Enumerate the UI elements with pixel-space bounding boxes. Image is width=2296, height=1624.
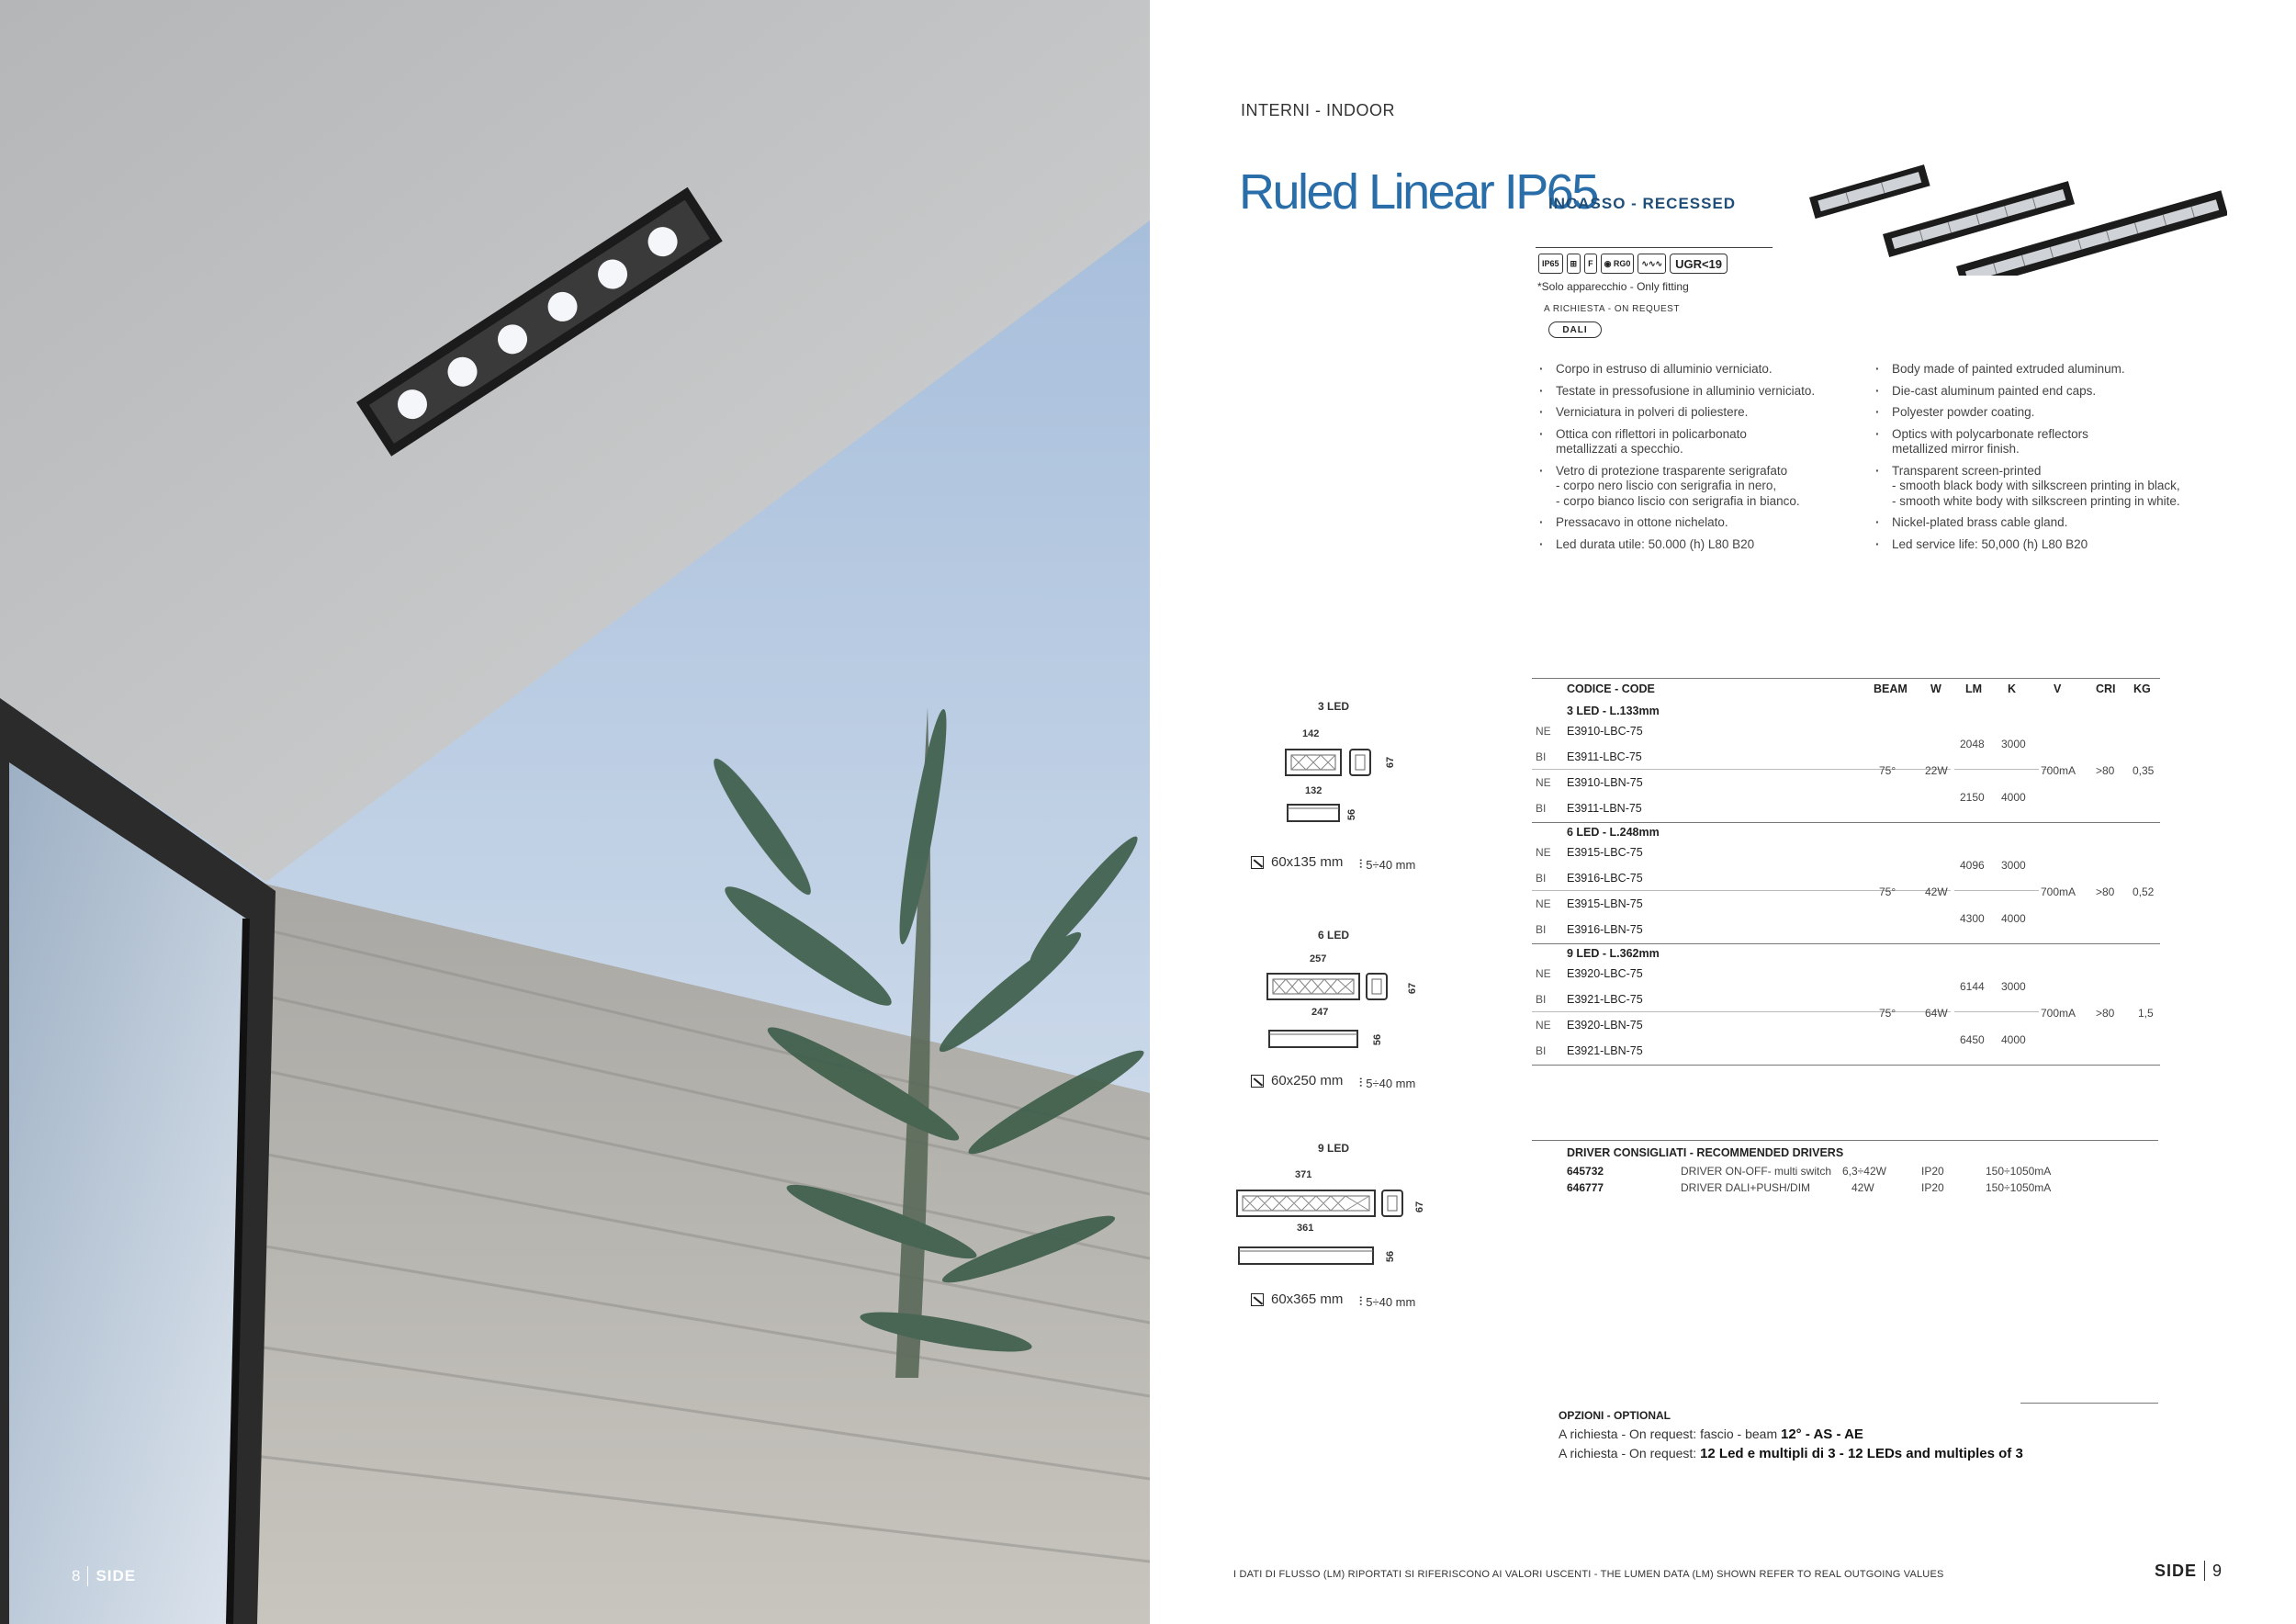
lumen-value: 2048 <box>1960 738 1985 750</box>
footer-divider <box>2204 1561 2205 1581</box>
group-title: 9 LED - L.362mm <box>1567 947 1660 960</box>
product-code: E3911-LBC-75 <box>1567 750 1642 763</box>
product-code: E3910-LBC-75 <box>1567 725 1643 738</box>
col-k: K <box>2008 682 2017 695</box>
weight-value: 0,52 <box>2133 885 2155 898</box>
drawing-3led <box>1284 746 1397 829</box>
driver-code: 646777 <box>1567 1181 1604 1194</box>
col-beam: BEAM <box>1874 682 1908 695</box>
dim-depth: 56 <box>1372 1033 1384 1046</box>
dim-height: 67 <box>1407 982 1419 995</box>
product-code: E3915-LBN-75 <box>1567 897 1643 910</box>
lumen-value: 4096 <box>1960 859 1985 872</box>
dim-depth: 56 <box>1385 1250 1397 1263</box>
product-code: E3921-LBC-75 <box>1567 993 1643 1006</box>
feature-en: · Transparent screen-printed - smooth black body with silkscreen printing in black, - smooth white body with silkscreen printing in white. <box>1872 464 2230 510</box>
driver-power: 6,3÷42W <box>1842 1165 1886 1178</box>
footer-divider <box>87 1566 88 1586</box>
option-beam-prefix: A richiesta - On request: fascio - beam <box>1559 1427 1778 1441</box>
options-rule <box>2020 1403 2158 1404</box>
option-led-prefix: A richiesta - On request: <box>1559 1446 1697 1460</box>
driver-power: 42W <box>1851 1181 1874 1194</box>
dim-inner-length: 361 <box>1297 1223 1314 1234</box>
features-english <box>1872 362 2230 558</box>
col-kg: KG <box>2133 682 2151 695</box>
kelvin-value: 4000 <box>2001 791 2026 804</box>
product-title: Ruled Linear IP65 <box>1239 164 1597 220</box>
drawing-6led <box>1266 970 1412 1053</box>
feature-en: · Led service life: 50,000 (h) L80 B20 <box>1872 537 2230 553</box>
finish-tag: NE <box>1536 776 1551 789</box>
table-top-rule <box>1532 678 2160 679</box>
left-page-number: 8 <box>72 1567 81 1585</box>
driver-description: DRIVER ON-OFF- multi switch <box>1681 1165 1832 1178</box>
cut-out-size <box>1251 1073 1343 1088</box>
left-page-footer <box>72 1566 136 1586</box>
watt-value: 42W <box>1925 885 1948 898</box>
driver-code: 645732 <box>1567 1165 1604 1178</box>
driver-ip: IP20 <box>1921 1181 1944 1194</box>
cut-out-value: 60x135 mm <box>1271 854 1344 870</box>
col-v: V <box>2054 682 2062 695</box>
cutout-icon <box>1251 856 1264 869</box>
col-code: CODICE - CODE <box>1567 682 1655 695</box>
col-w: W <box>1930 682 1941 695</box>
ceiling-thickness-icon: ⫶ <box>1359 1076 1363 1089</box>
beam-value: 75° <box>1879 1007 1896 1020</box>
product-code: E3921-LBN-75 <box>1567 1044 1643 1057</box>
feature-it: · Testate in pressofusione in alluminio verniciato. <box>1536 384 1857 400</box>
dim-depth: 56 <box>1346 808 1358 821</box>
left-brand: SIDE <box>96 1567 137 1585</box>
options-title: OPZIONI - OPTIONAL <box>1559 1409 1671 1422</box>
cut-out-size <box>1251 854 1343 870</box>
feature-en: · Die-cast aluminum painted end caps. <box>1872 384 2230 400</box>
f-mark-icon: F <box>1584 254 1597 274</box>
group-rule <box>1532 1065 2160 1066</box>
kelvin-value: 3000 <box>2001 738 2026 750</box>
drawing-title-3led: 3 LED <box>1317 700 1349 713</box>
row-rule <box>1954 1011 2039 1012</box>
finish-tag: NE <box>1536 725 1551 738</box>
product-code: E3916-LBN-75 <box>1567 923 1643 936</box>
cutout-icon <box>1251 1075 1264 1088</box>
kelvin-value: 3000 <box>2001 859 2026 872</box>
product-code: E3915-LBC-75 <box>1567 846 1643 859</box>
rg0-eye-icon: ◉ RG0 <box>1601 254 1635 274</box>
finish-tag: BI <box>1536 802 1547 815</box>
finish-tag: BI <box>1536 993 1547 1006</box>
voltage-value: 700mA <box>2041 1007 2077 1020</box>
ceiling-thickness-value: 5÷40 mm <box>1366 1294 1416 1309</box>
group-title: 6 LED - L.248mm <box>1567 826 1660 839</box>
driver-description: DRIVER DALI+PUSH/DIM <box>1681 1181 1811 1194</box>
right-brand: SIDE <box>2155 1561 2198 1580</box>
finish-tag: NE <box>1536 1019 1551 1032</box>
feature-it: · Corpo in estruso di alluminio verniciato. <box>1536 362 1857 378</box>
group-rule <box>1532 822 2160 823</box>
weight-value: 1,5 <box>2138 1007 2154 1020</box>
col-cri: CRI <box>2096 682 2116 695</box>
feature-it: · Led durata utile: 50.000 (h) L80 B20 <box>1536 537 1857 553</box>
watt-value: 64W <box>1925 1007 1948 1020</box>
col-lm: LM <box>1965 682 1983 695</box>
beam-value: 75° <box>1879 764 1896 777</box>
drawing-9led <box>1235 1187 1437 1269</box>
dim-outer-length: 371 <box>1295 1169 1312 1180</box>
ceiling-thickness <box>1359 1294 1415 1309</box>
finish-tag: NE <box>1536 846 1551 859</box>
product-subtitle: INCASSO - RECESSED <box>1548 195 1737 212</box>
cri-value: >80 <box>2096 1007 2115 1020</box>
lumen-value: 6144 <box>1960 980 1985 993</box>
lumen-value: 6450 <box>1960 1033 1985 1046</box>
ceiling-thickness <box>1359 1076 1415 1090</box>
product-illustration <box>1805 147 2227 276</box>
driver-current: 150÷1050mA <box>1986 1181 2052 1194</box>
dim-outer-length: 257 <box>1310 953 1327 964</box>
cutout-icon <box>1251 1293 1264 1306</box>
cut-out-value: 60x250 mm <box>1271 1073 1344 1088</box>
weight-value: 0,35 <box>2133 764 2155 777</box>
wave-icon: ∿∿∿ <box>1638 254 1666 274</box>
drawing-title-6led: 6 LED <box>1317 929 1349 942</box>
product-code: E3920-LBC-75 <box>1567 967 1643 980</box>
finish-tag: NE <box>1536 967 1551 980</box>
cut-out-value: 60x365 mm <box>1271 1291 1344 1307</box>
fitting-note: *Solo apparecchio - Only fitting <box>1537 280 1689 293</box>
feature-it: · Vetro di protezione trasparente serigrafato - corpo nero liscio con serigrafia in nero, - corpo bianco liscio con serigrafia in bianco. <box>1536 464 1857 510</box>
product-code: E3911-LBN-75 <box>1567 802 1642 815</box>
ceiling-thickness-icon: ⫶ <box>1359 1294 1363 1308</box>
finish-tag: BI <box>1536 923 1547 936</box>
option-led-value: 12 Led e multipli di 3 - 12 LEDs and multiples of 3 <box>1700 1446 2023 1461</box>
ceiling-thickness-icon: ⫶ <box>1359 857 1363 871</box>
row-rule <box>1954 890 2039 891</box>
dim-outer-length: 142 <box>1302 728 1320 739</box>
lumen-value: 4300 <box>1960 912 1985 925</box>
option-beam <box>1559 1427 1863 1442</box>
product-code: E3910-LBN-75 <box>1567 776 1643 789</box>
request-note: A RICHIESTA - ON REQUEST <box>1544 304 1680 314</box>
ceiling-thickness <box>1359 857 1415 872</box>
beam-value: 75° <box>1879 885 1896 898</box>
section-label: INTERNI - INDOOR <box>1241 101 1395 119</box>
feature-en: · Polyester powder coating. <box>1872 405 2230 421</box>
watt-value: 22W <box>1925 764 1948 777</box>
kelvin-value: 3000 <box>2001 980 2026 993</box>
dim-inner-length: 247 <box>1311 1007 1329 1018</box>
cert-divider <box>1536 247 1773 248</box>
finish-tag: NE <box>1536 897 1551 910</box>
finish-tag: BI <box>1536 872 1547 885</box>
row-rule <box>1954 769 2039 770</box>
product-code: E3920-LBN-75 <box>1567 1019 1643 1032</box>
cut-out-size <box>1251 1291 1343 1307</box>
rg0-label: RG0 <box>1613 259 1631 268</box>
cri-value: >80 <box>2096 764 2115 777</box>
ceiling-thickness-value: 5÷40 mm <box>1366 857 1416 872</box>
dim-inner-length: 132 <box>1305 785 1322 796</box>
dali-icon: DALI <box>1548 321 1602 338</box>
drivers-top-rule <box>1532 1140 2158 1141</box>
drawing-title-9led: 9 LED <box>1317 1142 1349 1155</box>
features-italian <box>1536 362 1857 558</box>
driver-ip: IP20 <box>1921 1165 1944 1178</box>
lumen-value: 2150 <box>1960 791 1985 804</box>
feature-it: · Ottica con riflettori in policarbonato metallizzati a specchio. <box>1536 427 1857 457</box>
finish-tag: BI <box>1536 750 1547 763</box>
product-code: E3916-LBC-75 <box>1567 872 1643 885</box>
feature-en: · Nickel-plated brass cable gland. <box>1872 515 2230 531</box>
lumen-footnote: I DATI DI FLUSSO (LM) RIPORTATI SI RIFERISCONO AI VALORI USCENTI - THE LUMEN DATA (LM) SHOWN REFER TO REAL OUTGOING VALUES <box>1233 1569 1944 1580</box>
driver-current: 150÷1050mA <box>1986 1165 2052 1178</box>
right-page-number: 9 <box>2212 1561 2223 1580</box>
kelvin-value: 4000 <box>2001 912 2026 925</box>
ceiling-thickness-value: 5÷40 mm <box>1366 1076 1416 1090</box>
kelvin-value: 4000 <box>2001 1033 2026 1046</box>
feature-en: · Optics with polycarbonate reflectors metallized mirror finish. <box>1872 427 2230 457</box>
ip65-icon: IP65 <box>1538 254 1563 274</box>
right-page-footer <box>2155 1561 2222 1581</box>
certification-icons <box>1538 254 1728 274</box>
ip-grid-icon: ⊞ <box>1567 254 1581 274</box>
voltage-value: 700mA <box>2041 764 2077 777</box>
dim-height: 67 <box>1414 1201 1426 1213</box>
feature-it: · Pressacavo in ottone nichelato. <box>1536 515 1857 531</box>
drivers-title: DRIVER CONSIGLIATI - RECOMMENDED DRIVERS <box>1567 1146 1844 1159</box>
feature-it: · Verniciatura in polveri di poliestere. <box>1536 405 1857 421</box>
finish-tag: BI <box>1536 1044 1547 1057</box>
dim-height: 67 <box>1385 756 1397 769</box>
cri-value: >80 <box>2096 885 2115 898</box>
option-beam-value: 12° - AS - AE <box>1781 1427 1863 1442</box>
group-title: 3 LED - L.133mm <box>1567 705 1660 717</box>
voltage-value: 700mA <box>2041 885 2077 898</box>
ugr-icon: UGR<19 <box>1670 254 1728 274</box>
option-led-count <box>1559 1446 2023 1461</box>
feature-en: · Body made of painted extruded aluminum. <box>1872 362 2230 378</box>
group-rule <box>1532 943 2160 944</box>
